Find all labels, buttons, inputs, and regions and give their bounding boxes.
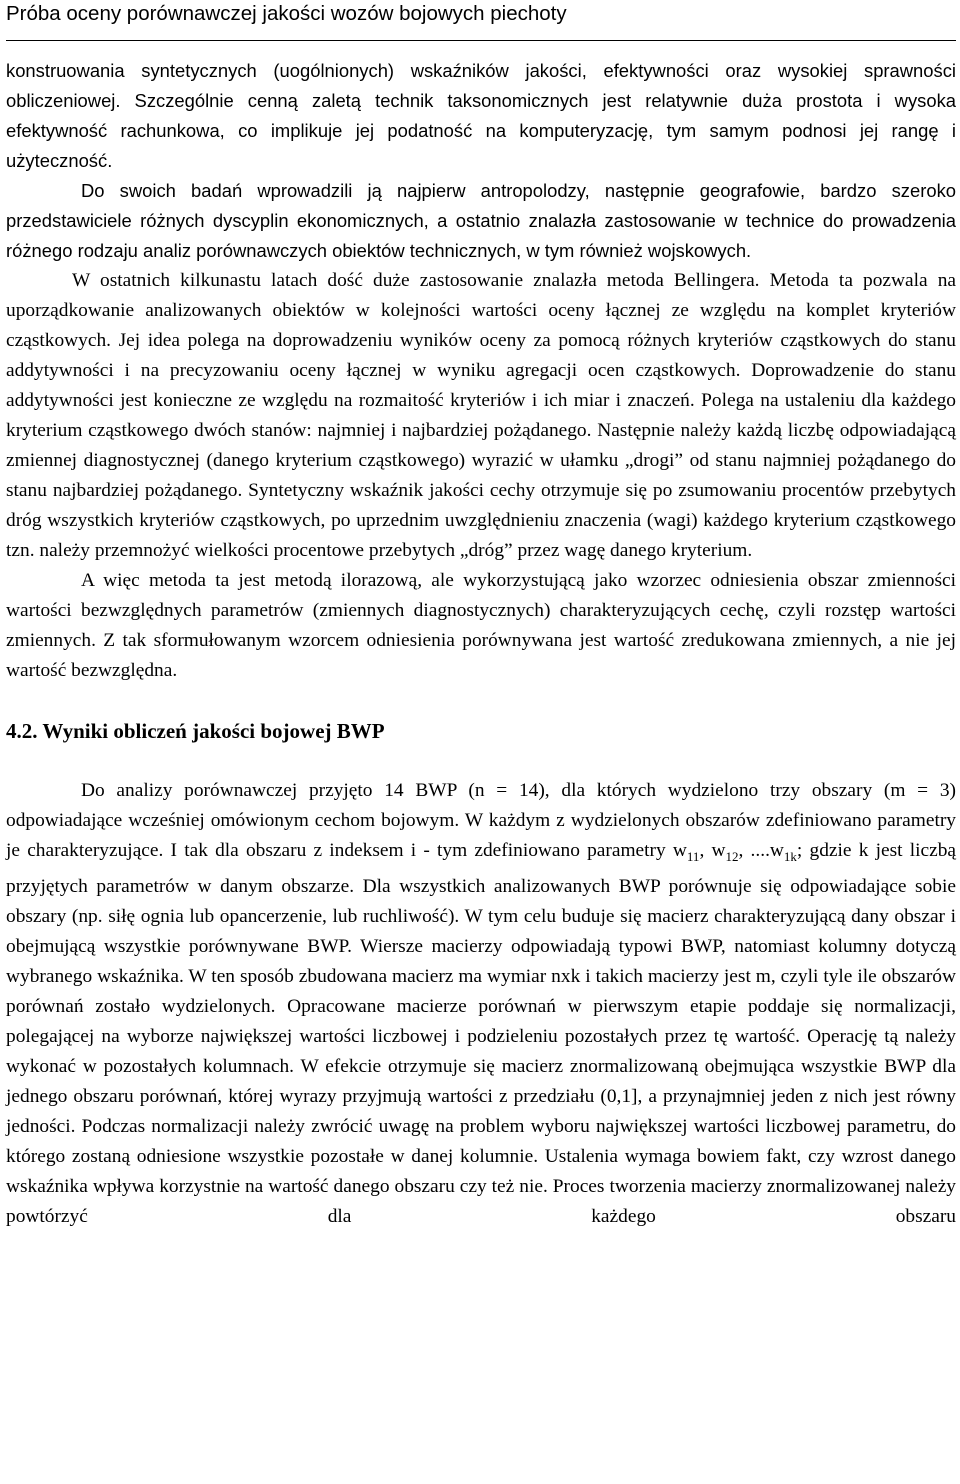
- section-heading: 4.2. Wyniki obliczeń jakości bojowej BWP: [6, 719, 385, 743]
- document-body: [6, 56, 956, 1232]
- analysis-text-part1: Do analizy porównawczej przyjęto 14 BWP (n = 14), dla których wydzielono trzy obszary (m = 3) odpowiadające wcześniej omówionym cechom bojowym. W każdym z wydzielonych obszarów zdefiniowano parametry je charakteryzujące. I tak dla obszaru z indeksem i - tym zdefiniowano parametry w: [6, 780, 956, 861]
- page-header: [6, 0, 956, 41]
- paragraph-quotient-method: A więc metoda ta jest metodą ilorazową, ale wykorzystującą jako wzorzec odniesienia obszar zmienności wartości bezwzględnych parametrów (zmiennych diagnostycznych) charakteryzujących cechę, czyli rozstęp wartości zmiennych. Z tak sformułowanym wzorcem odniesienia porównywana jest wartość zredukowana zmiennych, a nie jej wartość bezwzględna.: [6, 570, 956, 681]
- paragraph-bellinger-method: W ostatnich kilkunastu latach dość duże zastosowanie znalazła metoda Bellingera. Metoda ta pozwala na uporządkowanie analizowanych obiektów w kolejności wartości oceny łącznej ze względu na komplet kryteriów cząstkowych. Jej idea polega na doprowadzeniu wyników oceny za pomocą różnych kryteriów cząstkowych do stanu addytywności i na precyzowaniu oceny łącznej w wyniku agregacji ocen cząstkowych. Doprowadzenie do stanu addytywności jest konieczne ze względu na rozmaitość kryteriów i ich miar i znaczeń. Polega na ustaleniu dla każdego kryterium cząstkowego dwóch stanów: najmniej i najbardziej pożądanego. Następnie należy każdą liczbę odpowiadającą zmiennej diagnostycznej (danego kryterium cząstkowego) wyrazić w ułamku „drogi” od stanu najmniej pożądanego do stanu najbardziej pożądanego. Syntetyczny wskaźnik jakości cechy otrzymuje się po zsumowaniu procentów przebytych dróg wszystkich kryteriów cząstkowych, po uprzednim uwzględnieniu znaczenia (wagi) każdego kryterium cząstkowego tzn. należy przemnożyć wielkości procentowe przebytych „dróg” przez wagę danego kryterium.: [6, 270, 956, 561]
- separator-1: , w: [699, 840, 726, 861]
- subscript-11: 11: [686, 848, 700, 864]
- subscript-12: 12: [725, 848, 739, 864]
- header-title: Próba oceny porównawczej jakości wozów bojowych piechoty: [6, 2, 567, 25]
- paragraph-intro: konstruowania syntetycznych (uogólnionych) wskaźników jakości, efektywności oraz wysokiej sprawności obliczeniowej. Szczególnie cenną zaletą technik taksonomicznych jest relatywnie duża prostota i wysoka efektywność rachunkowa, co implikuje jej podatność na komputeryzację, tym samym podnosi jej rangę i użyteczność.: [6, 60, 956, 171]
- separator-2: , ....w: [738, 840, 784, 861]
- paragraph-origins: Do swoich badań wprowadzili ją najpierw antropolodzy, następnie geografowie, bardzo szeroko przedstawiciele różnych dyscyplin ekonomicznych, a ostatnio znalazła zastosowanie w technice do prowadzenia różnego rodzaju analiz porównawczych obiektów technicznych, w tym również wojskowych.: [6, 180, 956, 261]
- subscript-1k: 1k: [783, 848, 797, 864]
- paragraph-analysis: [6, 776, 956, 1232]
- analysis-text-part2: ; gdzie k jest liczbą przyjętych parametrów w danym obszarze. Dla wszystkich analizowanych BWP porównuje się odpowiadające sobie obszary (np. siłę ognia lub opancerzenie, lub ruchliwość). W tym celu buduje się macierz charakteryzującą dany obszar i obejmującą wszystkie porównywane BWP. Wiersze macierzy odpowiadają typowi BWP, natomiast kolumny dotyczą wybranego wskaźnika. W ten sposób zbudowana macierz ma wymiar nxk i takich macierzy jest m, czyli tyle ile obszarów porównań zostało wydzielonych. Opracowane macierze porównań w pierwszym etapie poddaje się normalizacji, polegającej na wyborze największej wartości liczbowej i podzieleniu pozostałych przez tę wartość. Operację tą należy wykonać w pozostałych kolumnach. W efekcie otrzymuje się macierz znormalizowaną obejmująca wszystkie BWP dla jednego obszaru porównań, której wyrazy przyjmują wartości z przedziału (0,1], a przynajmniej jeden z nich jest równy jedności. Podczas normalizacji należy zwrócić uwagę na problem wyboru największej wartości liczbowej parametru, do którego zostaną odniesione wszystkie pozostałe w danej kolumnie. Ustalenia wymaga bowiem fakt, czy wzrost danego wskaźnika wpływa korzystnie na wartość danego obszaru czy też nie. Proces tworzenia macierzy znormalizowanej należy powtórzyć dla każdego obszaru: [6, 840, 956, 1227]
